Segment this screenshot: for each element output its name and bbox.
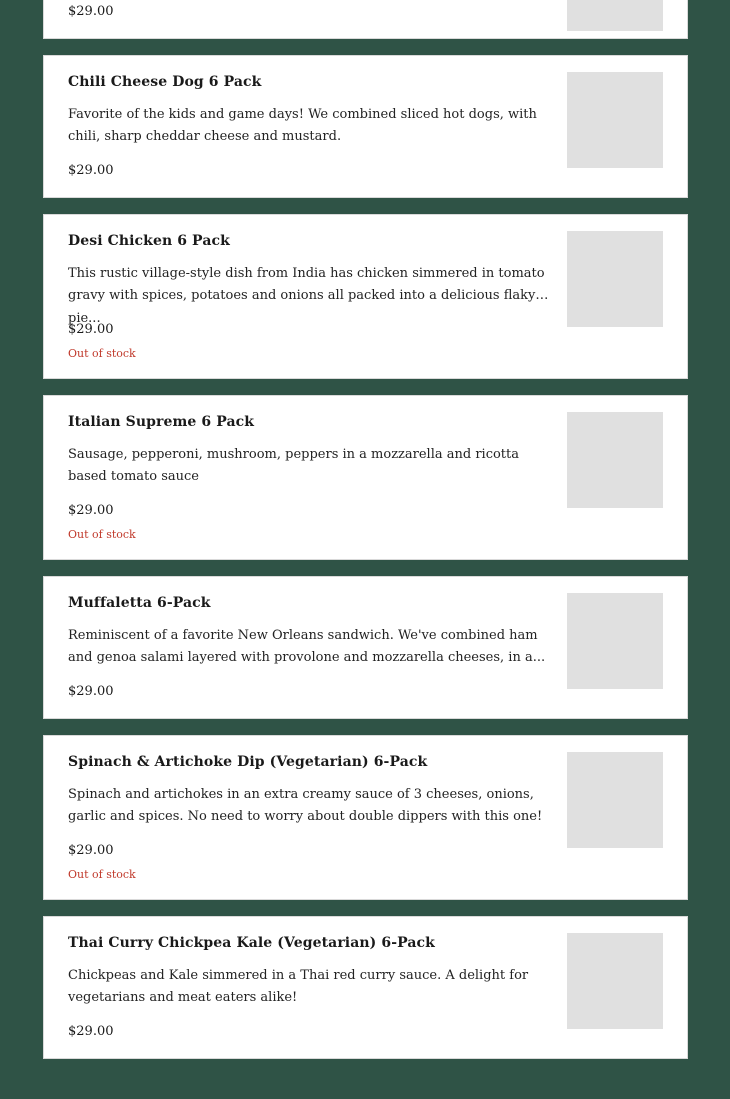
product-description: Spinach and artichokes in an extra creamy sauce of 3 cheeses, onions, garlic and spices. No need to worry about double dippers with this one! (68, 786, 543, 824)
stock-status: Out of stock (68, 527, 136, 541)
product-price: $29.00 (68, 3, 114, 19)
product-price: $29.00 (68, 683, 114, 699)
product-description: Favorite of the kids and game days! We combined sliced hot dogs, with chili, sharp cheddar cheese and mustard. (68, 106, 537, 144)
product-card[interactable] (43, 576, 688, 719)
product-price: $29.00 (68, 321, 114, 337)
product-card[interactable] (43, 0, 688, 39)
product-price: $29.00 (68, 842, 114, 858)
product-price: $29.00 (68, 502, 114, 518)
product-card[interactable] (43, 55, 688, 198)
product-name[interactable]: Chili Cheese Dog 6 Pack (68, 73, 262, 90)
product-name[interactable]: Thai Curry Chickpea Kale (Vegetarian) 6-Pack (68, 934, 435, 951)
product-price: $29.00 (68, 162, 114, 178)
product-image-placeholder[interactable] (567, 593, 663, 689)
product-card[interactable] (43, 916, 688, 1059)
product-description: This rustic village-style dish from India has chicken simmered in tomato gravy with spices, potatoes and onions all packed into a delicious flaky pie... (68, 265, 545, 326)
stock-status: Out of stock (68, 346, 136, 360)
product-list (43, 0, 688, 1075)
product-card[interactable] (43, 395, 688, 560)
product-name[interactable]: Spinach & Artichoke Dip (Vegetarian) 6-Pack (68, 753, 428, 770)
product-description: Reminiscent of a favorite New Orleans sandwich. We've combined ham and genoa salami layered with provolone and mozzarella cheeses, in a... (68, 627, 546, 665)
product-name[interactable]: Desi Chicken 6 Pack (68, 232, 230, 249)
product-name[interactable]: Muffaletta 6-Pack (68, 594, 211, 611)
product-image-placeholder[interactable] (567, 752, 663, 848)
product-card[interactable] (43, 214, 688, 379)
product-name[interactable]: Italian Supreme 6 Pack (68, 413, 255, 430)
product-description: Sausage, pepperoni, mushroom, peppers in a mozzarella and ricotta based tomato sauce (68, 446, 520, 484)
product-card[interactable] (43, 735, 688, 900)
product-price: $29.00 (68, 1023, 114, 1039)
product-image-placeholder[interactable] (567, 231, 663, 327)
product-description: Chickpeas and Kale simmered in a Thai red curry sauce. A delight for vegetarians and meat eaters alike! (68, 967, 529, 1005)
product-image-placeholder[interactable] (567, 412, 663, 508)
product-image-placeholder[interactable] (567, 933, 663, 1029)
stock-status: Out of stock (68, 867, 136, 881)
product-image-placeholder[interactable] (567, 72, 663, 168)
product-image-placeholder[interactable] (567, 0, 663, 31)
